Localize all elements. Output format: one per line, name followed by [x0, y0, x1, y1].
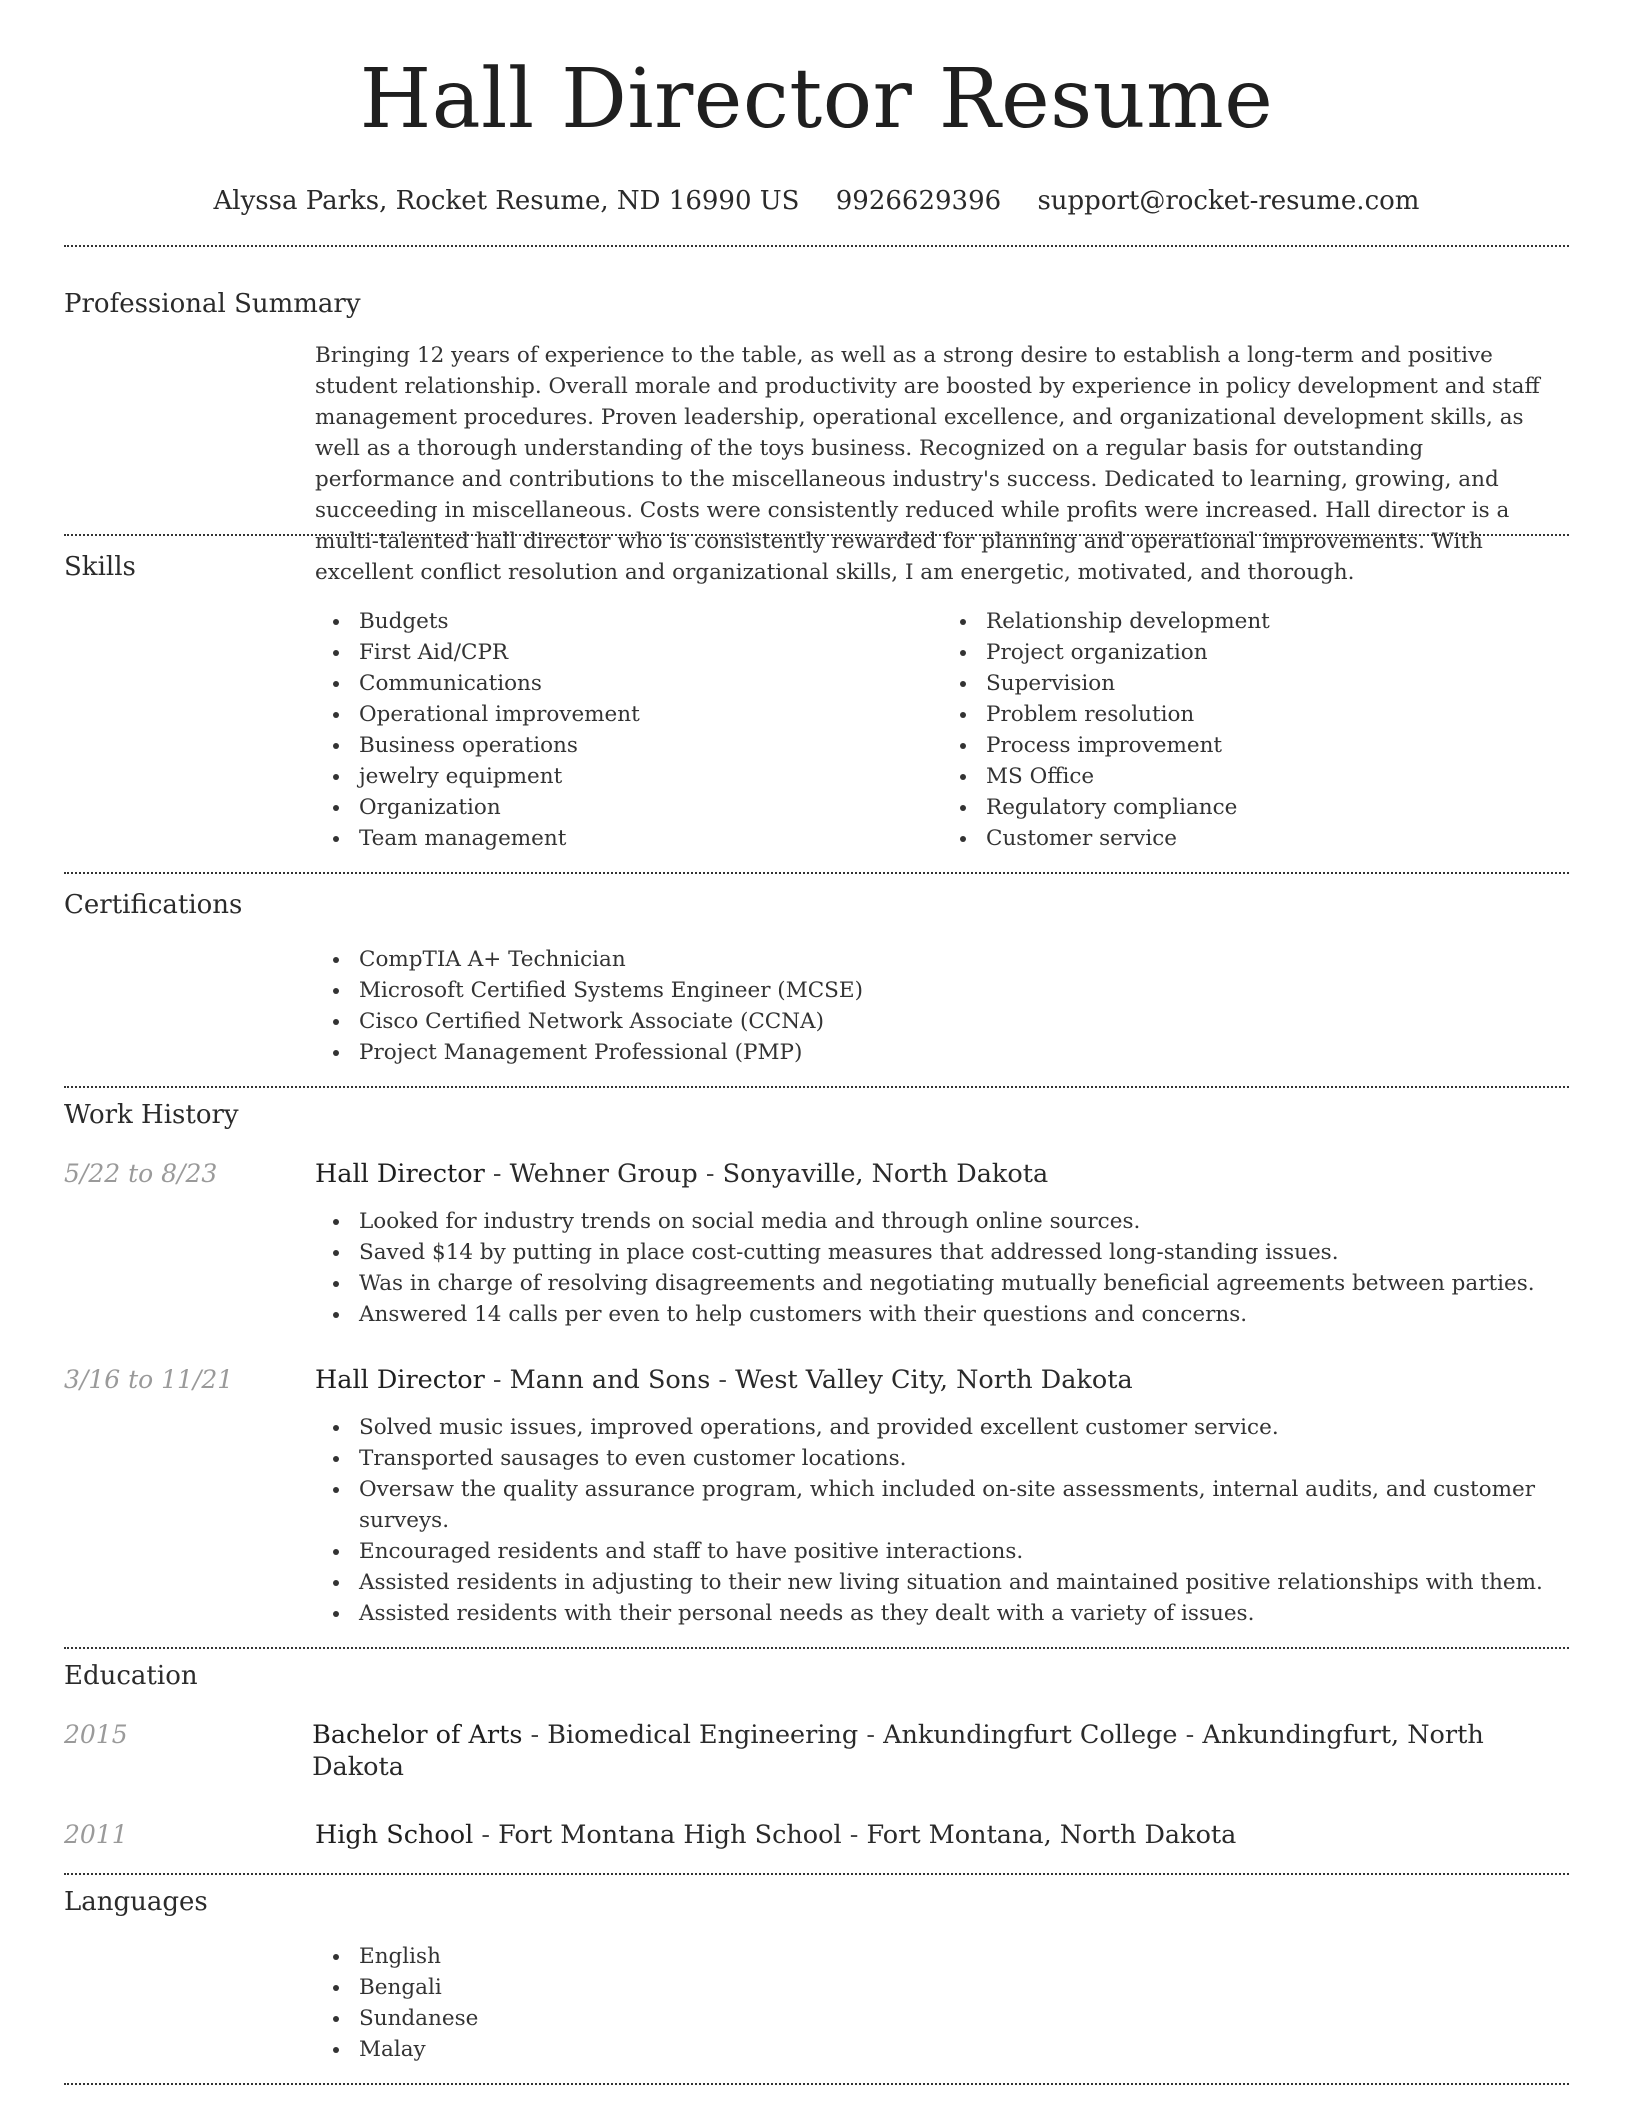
summary-content — [315, 340, 1569, 585]
job-location: Sonyaville, North Dakota — [722, 1159, 1049, 1189]
list-item: English — [359, 1941, 1569, 1972]
job-dates: 5/22 to 8/23 — [64, 1159, 218, 1188]
list-item: Budgets — [359, 606, 942, 637]
list-item: Saved $14 by putting in place cost-cutting measures that addressed long-standing issues. — [359, 1237, 1569, 1268]
job-bullets — [315, 1412, 1569, 1629]
section-work-history — [64, 1088, 1569, 1629]
skills-list-left — [315, 606, 942, 854]
section-education — [64, 1649, 1569, 1851]
list-item: Problem resolution — [986, 699, 1569, 730]
list-item: Malay — [359, 2034, 1569, 2065]
education-year: 2015 — [64, 1720, 128, 1749]
list-item: Transported sausages to even customer locations. — [359, 1443, 1569, 1474]
list-item: Answered 14 calls per even to help customers with their questions and concerns. — [359, 1299, 1569, 1330]
job-position: Hall Director — [315, 1159, 485, 1189]
list-item: Oversaw the quality assurance program, which included on-site assessments, internal audits, and customer surveys. — [359, 1474, 1569, 1536]
list-item: Business operations — [359, 730, 942, 761]
education-school: Fort Montana High School — [498, 1820, 842, 1850]
job-heading: Hall Director - Wehner Group - Sonyaville, North Dakota — [315, 1159, 1049, 1189]
education-heading: Bachelor of Arts - Biomedical Engineering - Ankundingfurt College - Ankundingfurt, North Dakota — [312, 1720, 1484, 1782]
job-company: Mann and Sons — [509, 1365, 711, 1395]
list-item: jewelry equipment — [359, 761, 942, 792]
section-title: Skills — [64, 552, 136, 582]
certifications-list — [315, 944, 1569, 1068]
list-item: Operational improvement — [359, 699, 942, 730]
job-location: West Valley City, North Dakota — [735, 1365, 1133, 1395]
list-item: MS Office — [986, 761, 1569, 792]
job-heading: Hall Director - Mann and Sons - West Valley City, North Dakota — [315, 1365, 1133, 1395]
list-item: Process improvement — [986, 730, 1569, 761]
skills-list-right — [942, 606, 1569, 854]
list-item: Sundanese — [359, 2003, 1569, 2034]
list-item: Cisco Certified Network Associate (CCNA) — [359, 1006, 1569, 1037]
list-item: Team management — [359, 823, 942, 854]
job-dates: 3/16 to 11/21 — [64, 1365, 234, 1394]
certifications-content — [315, 944, 1569, 1068]
education-degree: High School — [315, 1820, 474, 1850]
list-item: Assisted residents in adjusting to their new living situation and maintained positive relationships with them. — [359, 1567, 1569, 1598]
list-item: Customer service — [986, 823, 1569, 854]
education-degree: Bachelor of Arts — [312, 1720, 523, 1750]
section-certifications — [64, 874, 1569, 1068]
list-item: Encouraged residents and staff to have positive interactions. — [359, 1536, 1569, 1567]
section-title: Work History — [64, 1100, 239, 1130]
list-item: First Aid/CPR — [359, 637, 942, 668]
job-entry — [64, 1158, 1569, 1190]
education-entry — [64, 1719, 1569, 1783]
list-item: Supervision — [986, 668, 1569, 699]
education-location: Ankundingfurt, North Dakota — [312, 1720, 1484, 1782]
languages-list — [315, 1941, 1569, 2065]
list-item: Assisted residents with their personal needs as they dealt with a variety of issues. — [359, 1598, 1569, 1629]
contact-line — [64, 184, 1569, 218]
education-field: Biomedical Engineering — [547, 1720, 859, 1750]
section-languages — [64, 1875, 1569, 2065]
divider — [64, 2083, 1569, 2085]
section-title: Professional Summary — [64, 289, 361, 319]
job-company: Wehner Group — [509, 1159, 698, 1189]
job-entry — [64, 1364, 1569, 1396]
section-skills — [64, 536, 1569, 854]
list-item: Relationship development — [986, 606, 1569, 637]
list-item: Communications — [359, 668, 942, 699]
section-professional-summary — [64, 247, 1569, 585]
list-item: Solved music issues, improved operations, and provided excellent customer service. — [359, 1412, 1569, 1443]
education-heading: High School - Fort Montana High School - Fort Montana, North Dakota — [315, 1820, 1237, 1850]
section-title: Certifications — [64, 890, 243, 920]
list-item: Microsoft Certified Systems Engineer (MCSE) — [359, 975, 1569, 1006]
summary-text: Bringing 12 years of experience to the table, as well as a strong desire to establish a long-term and positive student relationship. Overall morale and productivity are boosted by experience in policy development and staff management procedures. Proven leadership, operational excellence, and organizational development skills, as well as a thorough understanding of the toys business. Recognized on a regular basis for outstanding performance and contributions to the miscellaneous industry's success. Dedicated to learning, growing, and succeeding in miscellaneous. Costs were consistently reduced while profits were increased. Hall director is a multi-talented hall director who is consistently rewarded for planning and operational improvements. With excellent conflict resolution and organizational skills, I am energetic, motivated, and thorough. — [315, 343, 1540, 585]
list-item: Regulatory compliance — [986, 792, 1569, 823]
list-item: Project organization — [986, 637, 1569, 668]
list-item: Bengali — [359, 1972, 1569, 2003]
section-title: Education — [64, 1661, 198, 1691]
section-title: Languages — [64, 1887, 208, 1917]
resume-page — [64, 0, 1569, 2085]
list-item: Organization — [359, 792, 942, 823]
education-school: Ankundingfurt College — [883, 1720, 1178, 1750]
job-bullets — [315, 1206, 1569, 1330]
contact-email: support@rocket-resume.com — [1037, 186, 1420, 216]
list-item: Looked for industry trends on social media and through online sources. — [359, 1206, 1569, 1237]
languages-content — [315, 1941, 1569, 2065]
list-item: CompTIA A+ Technician — [359, 944, 1569, 975]
education-year: 2011 — [64, 1820, 128, 1849]
skills-columns — [315, 606, 1569, 854]
contact-phone: 9926629396 — [835, 186, 1002, 216]
education-entry — [64, 1819, 1569, 1851]
education-location: Fort Montana, North Dakota — [866, 1820, 1237, 1850]
list-item: Was in charge of resolving disagreements and negotiating mutually beneficial agreements between parties. — [359, 1268, 1569, 1299]
resume-title: Hall Director Resume — [359, 52, 1274, 147]
job-position: Hall Director — [315, 1365, 485, 1395]
list-item: Project Management Professional (PMP) — [359, 1037, 1569, 1068]
contact-address: Alyssa Parks, Rocket Resume, ND 16990 US — [213, 186, 800, 216]
